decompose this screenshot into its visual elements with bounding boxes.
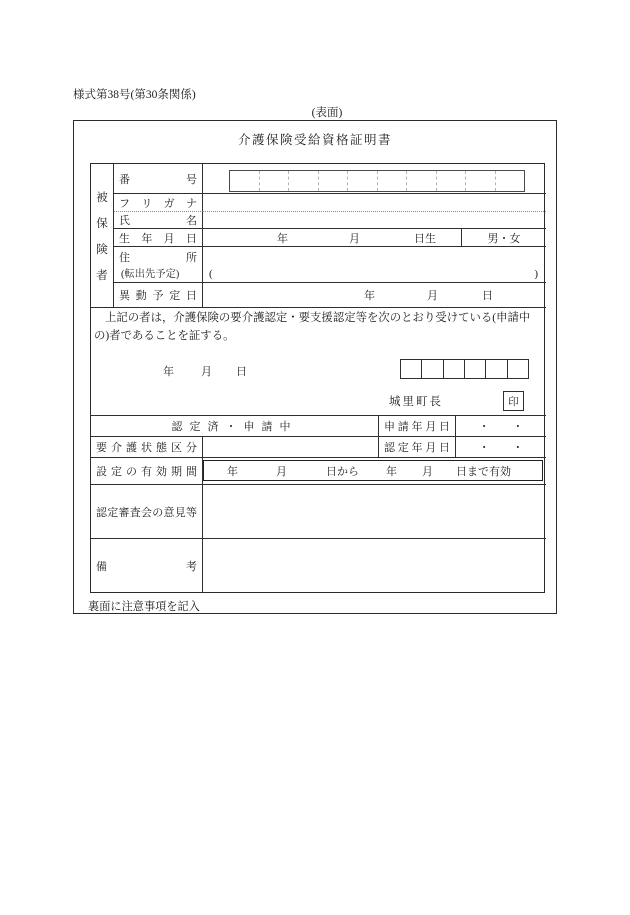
paren-open: ( (209, 268, 213, 280)
move-month-marker: 月 (427, 290, 438, 302)
application-date-value-cell (456, 416, 546, 437)
issue-day-marker: 日 (236, 366, 247, 378)
certified-or-applying-cell (91, 416, 379, 437)
address-value-cell (203, 247, 546, 283)
issue-month-marker: 月 (201, 366, 212, 378)
date-separator-dot: ・ (512, 421, 524, 433)
care-level-label: 要 介 護 状 態 区 分 (91, 437, 203, 458)
name-value-cell (203, 212, 546, 229)
entry-grid-cell (318, 171, 348, 191)
insured-group-char: 者 (96, 269, 108, 282)
sex-options: 男・女 (487, 232, 521, 245)
issue-date-entry-grid (400, 359, 529, 379)
document-title: 介護保険受給資格証明書 (237, 133, 392, 147)
entry-grid-cell (436, 171, 466, 191)
entry-grid-cell (230, 171, 259, 191)
validity-to-month-marker: 月 (422, 465, 433, 478)
validity-from-day-marker: 日から (326, 465, 359, 478)
number-label: 番 号 (114, 164, 203, 194)
certified-or-applying-text: 認定済・申請中 (171, 421, 298, 433)
date-separator-dot: ・ (512, 442, 524, 454)
validity-from-month-marker: 月 (276, 465, 287, 478)
validity-period-cell (203, 458, 546, 485)
date-separator-dot: ・ (478, 421, 490, 433)
review-board-opinion-cell (203, 485, 546, 539)
remarks-label: 備 考 (91, 539, 203, 593)
insured-group-char: 保 (96, 217, 108, 230)
move-date-label: 異 動 予 定 日 (114, 283, 203, 308)
validity-period-box (203, 460, 543, 481)
care-level-value-cell (203, 437, 379, 458)
entry-grid-cell (288, 171, 318, 191)
entry-grid-cell (485, 360, 506, 378)
mayor-name: 城里町長 (389, 396, 443, 408)
form-number: 様式第38号(第30条関係) (73, 89, 196, 101)
birth-month-marker: 月 (349, 232, 360, 245)
move-day-marker: 日 (482, 290, 493, 302)
certification-statement: 上記の者は，介護保険の要介護認定・要支援認定等を次のとおり受けている(申請中の)者であることを証する。 (94, 312, 531, 342)
insured-group-column (91, 164, 114, 308)
number-entry-grid (229, 170, 525, 192)
entry-grid-cell (401, 360, 421, 378)
number-value-cell (203, 164, 546, 194)
entry-grid-cell (347, 171, 377, 191)
issue-year-marker: 年 (163, 366, 174, 378)
move-date-value-cell (203, 283, 546, 308)
birthdate-label: 生 年 月 日 (114, 229, 203, 247)
move-year-marker: 年 (364, 290, 375, 302)
review-board-opinion-label: 認 定 審 査 会 の 意 見 等 (91, 485, 203, 539)
furigana-value-cell (203, 194, 546, 212)
application-date-label: 申 請 年 月 日 (379, 416, 456, 437)
birth-day-marker: 日生 (414, 232, 436, 245)
validity-to-year-marker: 年 (386, 465, 397, 478)
entry-grid-cell (464, 360, 485, 378)
side-label: (表面) (311, 107, 343, 119)
entry-grid-cell (507, 360, 528, 378)
entry-grid-cell (421, 360, 442, 378)
certification-date-label: 認 定 年 月 日 (379, 437, 456, 458)
entry-grid-cell (406, 171, 436, 191)
entry-grid-cell (495, 171, 525, 191)
remarks-cell (203, 539, 546, 593)
insured-group-char: 被 (96, 191, 108, 204)
birthdate-value-cell (203, 229, 462, 247)
name-label: 氏 名 (114, 212, 203, 229)
main-form-table (90, 163, 545, 593)
certification-section (91, 308, 546, 416)
date-separator-dot: ・ (478, 442, 490, 454)
entry-grid-cell (465, 171, 495, 191)
entry-grid-cell (377, 171, 407, 191)
furigana-label: フ リ ガ ナ (114, 194, 203, 212)
seal-mark: 印 (503, 391, 524, 411)
certification-date-value-cell (456, 437, 546, 458)
validity-to-day-marker: 日まで有効 (456, 465, 511, 478)
validity-period-label: 設 定 の 有 効 期 間 (91, 458, 203, 485)
address-sublabel: (転出先予定) (121, 269, 180, 280)
entry-grid-cell (259, 171, 289, 191)
birth-year-marker: 年 (277, 232, 288, 245)
validity-from-year-marker: 年 (227, 465, 238, 478)
sex-cell (462, 229, 546, 247)
footer-note: 裏面に注意事項を記入 (88, 601, 200, 613)
entry-grid-cell (443, 360, 464, 378)
address-label: 住 所 (転出先予定) (114, 247, 203, 283)
insured-group-char: 険 (96, 243, 108, 256)
paren-close: ) (534, 268, 538, 280)
